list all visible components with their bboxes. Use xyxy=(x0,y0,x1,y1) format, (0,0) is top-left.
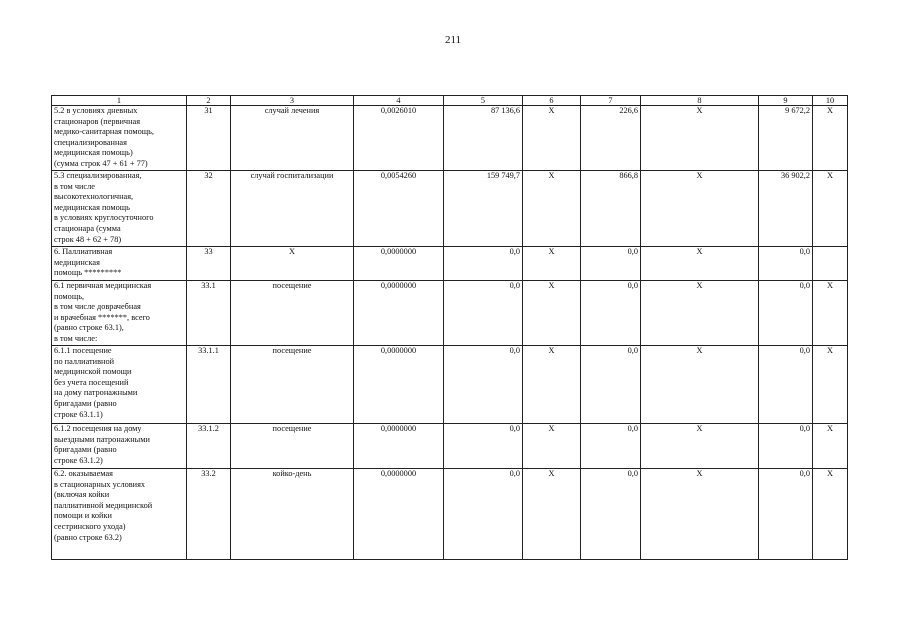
column-number: 2 xyxy=(187,96,231,106)
row-col10: X xyxy=(813,346,848,424)
row-name: 5.2 в условиях дневных стационаров (первичная медико-санитарная помощь, специализированная медицинская помощь) (сумма строк 47 + 61 + 77) xyxy=(52,106,187,171)
row-col8: X xyxy=(641,281,759,346)
row-cost: 0,0 xyxy=(444,346,523,424)
row-col6: X xyxy=(523,171,581,247)
row-col6: X xyxy=(523,281,581,346)
column-number: 1 xyxy=(52,96,187,106)
row-unit: X xyxy=(231,247,354,281)
row-col9: 0,0 xyxy=(759,469,813,560)
row-col9: 9 672,2 xyxy=(759,106,813,171)
row-line-number: 33.1.1 xyxy=(187,346,231,424)
row-norm: 0,0000000 xyxy=(354,281,444,346)
row-unit: посещение xyxy=(231,281,354,346)
row-unit: случай госпитализации xyxy=(231,171,354,247)
row-col7: 0,0 xyxy=(581,247,641,281)
row-line-number: 31 xyxy=(187,106,231,171)
row-norm: 0,0054260 xyxy=(354,171,444,247)
row-unit: случай лечения xyxy=(231,106,354,171)
row-col8: X xyxy=(641,106,759,171)
row-col7: 0,0 xyxy=(581,281,641,346)
row-name: 5.3 специализированная, в том числе высокотехнологичная, медицинская помощь в условиях круглосуточного стационара (сумма строк 48 + 62 + 78) xyxy=(52,171,187,247)
row-col6: X xyxy=(523,247,581,281)
row-unit: посещение xyxy=(231,424,354,469)
row-col6: X xyxy=(523,424,581,469)
row-unit: койко-день xyxy=(231,469,354,560)
row-norm: 0,0000000 xyxy=(354,424,444,469)
row-col10: X xyxy=(813,469,848,560)
row-col8: X xyxy=(641,346,759,424)
row-name: 6.2. оказываемая в стационарных условиях (включая койки паллиативной медицинской помощи и койки сестринского ухода) (равно строке 63.2) xyxy=(52,469,187,560)
row-col8: X xyxy=(641,171,759,247)
row-norm: 0,0000000 xyxy=(354,346,444,424)
table-row xyxy=(52,106,848,171)
column-number: 4 xyxy=(354,96,444,106)
row-col10: X xyxy=(813,424,848,469)
row-col9: 0,0 xyxy=(759,346,813,424)
row-name: 6.1 первичная медицинская помощь, в том числе доврачебная и врачебная *******, всего (равно строке 63.1), в том числе: xyxy=(52,281,187,346)
table-row xyxy=(52,281,848,346)
row-col9: 36 902,2 xyxy=(759,171,813,247)
row-unit: посещение xyxy=(231,346,354,424)
row-cost: 0,0 xyxy=(444,424,523,469)
row-col7: 226,6 xyxy=(581,106,641,171)
row-col10 xyxy=(813,247,848,281)
row-col9: 0,0 xyxy=(759,424,813,469)
row-col7: 0,0 xyxy=(581,469,641,560)
row-col10: X xyxy=(813,281,848,346)
page-number: 211 xyxy=(444,34,462,46)
row-col8: X xyxy=(641,424,759,469)
table-row xyxy=(52,424,848,469)
row-line-number: 33 xyxy=(187,247,231,281)
column-number: 9 xyxy=(759,96,813,106)
row-col8: X xyxy=(641,469,759,560)
table-row xyxy=(52,247,848,281)
table-row xyxy=(52,469,848,560)
column-number: 5 xyxy=(444,96,523,106)
row-cost: 87 136,6 xyxy=(444,106,523,171)
row-col9: 0,0 xyxy=(759,247,813,281)
row-norm: 0,0000000 xyxy=(354,469,444,560)
row-name: 6. Паллиативная медицинская помощь ********* xyxy=(52,247,187,281)
column-number: 3 xyxy=(231,96,354,106)
row-col10: X xyxy=(813,106,848,171)
row-col8: X xyxy=(641,247,759,281)
row-name: 6.1.2 посещения на дому выездными патронажными бригадами (равно строке 63.1.2) xyxy=(52,424,187,469)
column-number: 8 xyxy=(641,96,759,106)
row-line-number: 33.1.2 xyxy=(187,424,231,469)
row-cost: 0,0 xyxy=(444,281,523,346)
row-col6: X xyxy=(523,346,581,424)
row-col7: 866,8 xyxy=(581,171,641,247)
row-col7: 0,0 xyxy=(581,346,641,424)
row-name: 6.1.1 посещение по паллиативной медицинской помощи без учета посещений на дому патронажными бригадами (равно строке 63.1.1) xyxy=(52,346,187,424)
row-cost: 0,0 xyxy=(444,469,523,560)
row-cost: 0,0 xyxy=(444,247,523,281)
row-col9: 0,0 xyxy=(759,281,813,346)
column-number: 7 xyxy=(581,96,641,106)
row-norm: 0,0000000 xyxy=(354,247,444,281)
data-table xyxy=(51,95,848,560)
row-line-number: 33.2 xyxy=(187,469,231,560)
column-number: 6 xyxy=(523,96,581,106)
row-norm: 0,0026010 xyxy=(354,106,444,171)
column-number: 10 xyxy=(813,96,848,106)
table-row xyxy=(52,171,848,247)
row-cost: 159 749,7 xyxy=(444,171,523,247)
row-col6: X xyxy=(523,106,581,171)
table-row xyxy=(52,346,848,424)
column-number-row xyxy=(52,96,848,106)
row-line-number: 32 xyxy=(187,171,231,247)
row-line-number: 33.1 xyxy=(187,281,231,346)
row-col10: X xyxy=(813,171,848,247)
row-col7: 0,0 xyxy=(581,424,641,469)
row-col6: X xyxy=(523,469,581,560)
